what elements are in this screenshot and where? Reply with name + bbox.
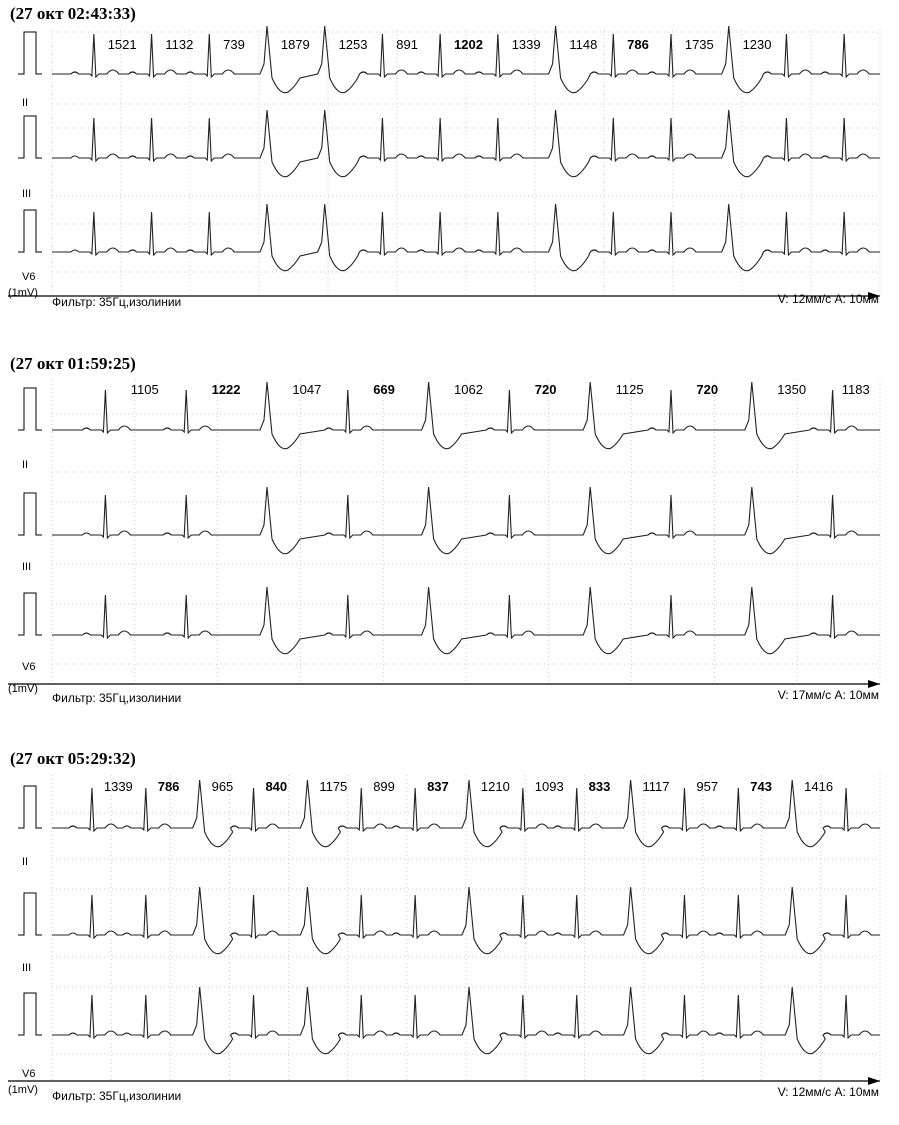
rr-interval-label: 1210 [480,779,510,794]
rr-interval-label: 1132 [165,37,194,52]
rr-interval-label: 786 [157,779,180,794]
filter-label: Фильтр: 35Гц,изолинии [52,1089,182,1103]
rr-interval-label: 957 [696,779,719,794]
rr-interval-label: 1093 [534,779,564,794]
rr-interval-label: 837 [427,779,449,794]
lead-label-iii: III [22,561,32,573]
rr-interval-label: 833 [588,779,611,794]
lead-label-ii: II [22,459,29,471]
lead-label-v6: V6 [22,661,36,673]
rr-interval-label: 669 [373,382,395,397]
rr-interval-label: 1047 [292,382,322,397]
amplitude-unit-label: (1mV) [8,683,38,695]
speed-amplitude-label: V: 17мм/с A: 10мм [777,688,879,702]
lead-label-ii: II [22,856,29,868]
rr-interval-label: 786 [627,37,649,52]
amplitude-unit-label: (1mV) [8,287,38,299]
rr-interval-label: 1230 [742,37,772,52]
calibration-pulse [18,116,42,158]
lead-label-v6: V6 [22,271,36,283]
filter-label: Фильтр: 35Гц,изолинии [52,691,182,705]
lead-label-ii: II [22,97,29,109]
rr-interval-label: 965 [211,779,234,794]
rr-interval-label: 1879 [280,37,310,52]
speed-amplitude-label: V: 12мм/с A: 10мм [777,292,879,306]
calibration-pulse [18,993,42,1035]
rr-interval-label: 739 [223,37,245,52]
calibration-pulse [18,893,42,935]
rr-interval-label: 1202 [454,37,483,52]
rr-interval-label: 891 [396,37,418,52]
rr-interval-label: 1222 [211,382,241,397]
calibration-pulse [18,32,42,74]
rr-interval-label: 1117 [642,779,670,794]
lead-label-iii: III [22,962,32,974]
rr-interval-label: 1062 [454,382,483,397]
lead-label-iii: III [22,188,32,200]
strip-timestamp: (27 окт 05:29:32) [10,749,136,768]
speed-amplitude-label: V: 12мм/с A: 10мм [777,1085,879,1099]
rr-interval-label: 720 [696,382,719,397]
rr-interval-label: 1735 [684,37,714,52]
grid [52,30,880,296]
rr-interval-label: 720 [534,382,557,397]
rr-interval-label: 1105 [130,382,159,397]
rr-interval-label: 743 [750,779,772,794]
calibration-pulse [18,388,42,430]
ecg-strip-chart [0,4,899,300]
ecg-strip-panel-3 [0,749,899,1119]
rr-interval-label: 1125 [615,382,644,397]
lead-label-v6: V6 [22,1068,36,1080]
strip-timestamp: (27 окт 02:43:33) [10,4,136,23]
ecg-strip-panel-1 [0,4,899,314]
rr-interval-label: 1253 [338,37,368,52]
calibration-pulse [18,593,42,635]
calibration-pulse [18,493,42,535]
rr-interval-label: 1339 [103,779,133,794]
rr-interval-label: 840 [265,779,288,794]
ecg-strip-panel-2 [0,354,899,714]
strip-timestamp: (27 окт 01:59:25) [10,354,136,373]
rr-interval-label: 1521 [107,37,137,52]
rr-interval-label: 1339 [511,37,541,52]
rr-interval-label: 1148 [569,37,598,52]
calibration-pulse [18,210,42,252]
rr-interval-label: 899 [373,779,395,794]
filter-label: Фильтр: 35Гц,изолинии [52,295,182,309]
calibration-pulse [18,786,42,828]
rr-interval-label: 1183 [841,382,870,397]
amplitude-unit-label: (1mV) [8,1084,38,1096]
rr-interval-label: 1350 [777,382,807,397]
rr-interval-label: 1175 [319,779,348,794]
time-axis-arrow [868,680,880,688]
rr-interval-label: 1416 [804,779,834,794]
time-axis-arrow [868,1077,880,1085]
